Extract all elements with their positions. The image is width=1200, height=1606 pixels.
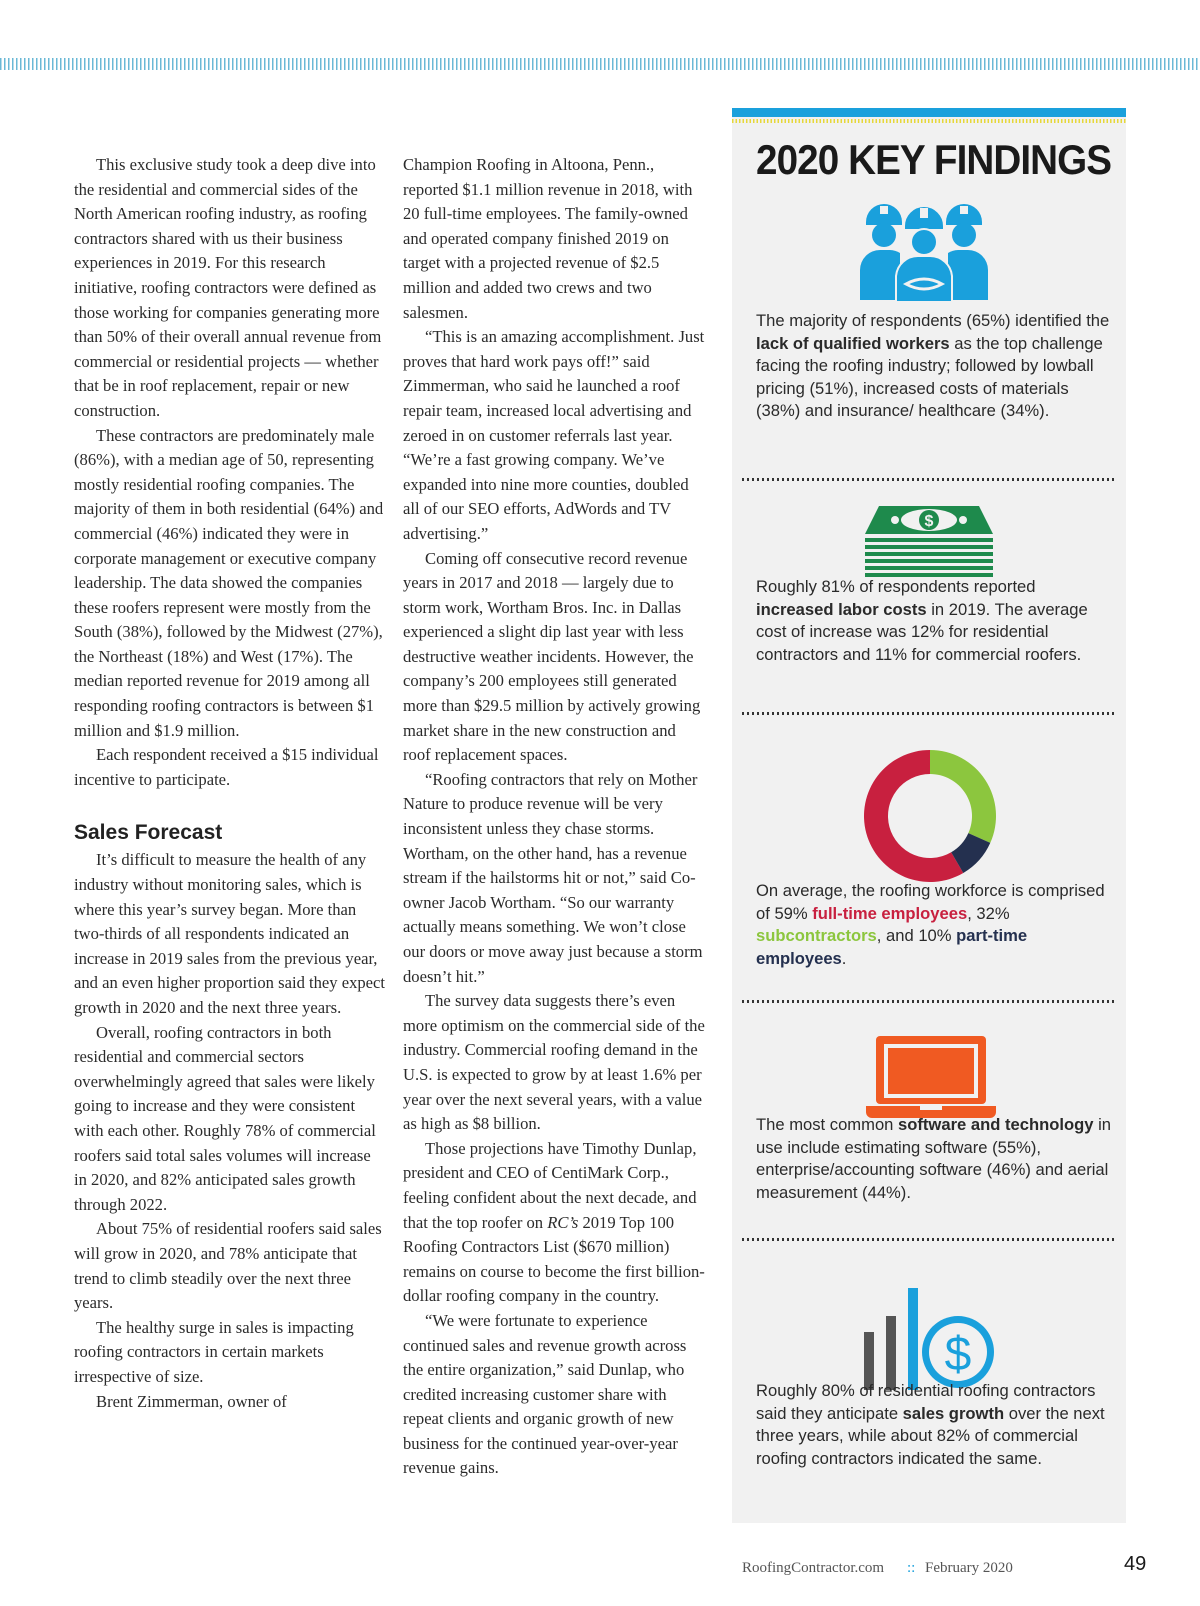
sidebar-title: 2020 KEY FINDINGS [756, 136, 1112, 183]
paragraph: Brent Zimmerman, owner of [96, 1391, 287, 1411]
finding-highlight: lack of qualified workers [756, 333, 950, 353]
sales-growth-icon [860, 1288, 1000, 1390]
footer-separator: :: [907, 1560, 916, 1576]
finding-labor-costs [756, 576, 1112, 666]
finding-workforce-composition [756, 880, 1112, 970]
paragraph: This exclusive study took a deep dive into the residential and commercial sides of the North American roofing industry, as roofing contractors shared with us their business experiences in 2019. For this research initiative, roofing contractors were defined as those working for companies generating more than 50% of their overall annual revenue from commercial or residential projects — whether that be in roof replacement, repair or new construction. [74, 155, 382, 420]
dollar-sign: $ [924, 513, 934, 530]
paragraph: “This is an amazing accomplishment. Just proves that hard work pays off!” said Zimmerman, who said he launched a roof repair team, increased local advertising and zeroed in on customer referrals last year. “We’re a fast growing company. We’ve expanded into nine more counties, doubled all of our SEO efforts, AdWords and TV advertising.” [403, 327, 705, 543]
finding-software-technology [756, 1114, 1112, 1204]
paragraph-text: 2019 Top 100 Roofing Contractors List ($670 million) remains on course to become the first billion-dollar roofing company in the country. [403, 1212, 705, 1306]
workers-icon [858, 204, 990, 304]
divider [742, 1238, 1114, 1241]
divider [742, 1000, 1114, 1003]
finding-highlight: increased labor costs [756, 599, 927, 619]
workforce-donut-chart [862, 748, 998, 884]
divider [742, 712, 1114, 715]
sidebar-dotted-rule [732, 119, 1126, 123]
sidebar-top-bar [732, 108, 1126, 117]
paragraph: The healthy surge in sales is impacting roofing contractors in certain markets irrespective of size. [74, 1317, 354, 1386]
top-decorative-rule [0, 58, 1200, 70]
divider [742, 478, 1114, 481]
legend-part-time: part-time employees [756, 926, 1028, 968]
article-column-1 [74, 153, 386, 1414]
article-column-2 [403, 153, 707, 1481]
finding-text: Roughly 81% of respondents reported [756, 577, 1036, 596]
finding-highlight: software and technology [898, 1115, 1094, 1134]
finding-text: in use include estimating software (55%), enterprise/accounting software (46%) and aerial measurement (44%). [756, 1115, 1112, 1202]
legend-full-time: full-time employees [812, 903, 968, 923]
money-stack-icon [865, 506, 993, 578]
paragraph: “We were fortunate to experience continued sales and revenue growth across the entire organization,” said Dunlap, who credited increasing customer share with repeat clients and organic growth of new business for the continued year-over-year revenue gains. [403, 1310, 687, 1478]
finding-highlight: sales growth [902, 1403, 1005, 1423]
legend-subcontractors: subcontractors [756, 926, 877, 945]
paragraph: These contractors are predominately male (86%), with a median age of 50, representing mostly residential roofing companies. The majority of them in both residential (64%) and commercial (46%) indicated they were in corporate management or executive company leadership. The data showed the companies these roofers represent were mostly from the South (38%), followed by the Midwest (27%), the Northeast (18%) and West (17%). The median reported revenue for 2019 among all responding roofing contractors is between $1 million and $1.9 million. [74, 425, 384, 740]
page-number: 49 [1124, 1553, 1147, 1575]
donut-slice-subcontractors [930, 750, 996, 843]
finding-sales-growth [756, 1380, 1112, 1470]
finding-text: , and 10% [876, 926, 957, 945]
paragraph [403, 1137, 707, 1309]
paragraph: The survey data suggests there’s even more optimism on the commercial side of the industry. Commercial roofing demand in the U.S. is expected to grow by at least 1.6% per year over the next several years, with a value as high as $8 billion. [403, 991, 705, 1134]
paragraph: Champion Roofing in Altoona, Penn., reported $1.1 million revenue in 2018, with 20 full-time employees. The family-owned and operated company finished 2019 on target with a projected revenue of $2.5 million and added two crews and two salesmen. [403, 155, 693, 322]
paragraph: About 75% of residential roofers said sales will grow in 2020, and 78% anticipate that trend to climb steadily over the next three years. [74, 1219, 382, 1313]
finding-text: in 2019. The average cost of increase was 12% for residential contractors and 11% for commercial roofers. [756, 599, 1088, 664]
paragraph: Overall, roofing contractors in both residential and commercial sectors overwhelmingly agreed that sales were likely going to increase and they were consistent with each other. Roughly 78% of commercial roofers said total sales volumes will increase in 2020, and 82% anticipated sales growth through 2022. [74, 1022, 376, 1214]
laptop-icon [866, 1036, 996, 1118]
footer-site: RoofingContractor.com [742, 1560, 885, 1576]
finding-workforce-challenge [756, 310, 1112, 423]
footer-date: February 2020 [925, 1560, 1013, 1576]
magazine-title: RC’s [547, 1212, 579, 1232]
paragraph: It’s difficult to measure the health of any industry without monitoring sales, which is where this year’s survey began. More than two-thirds of all respondents indicated an increase in 2019 sales from the previous year, and an even higher proportion said they expect growth in 2020 and the next three years. [74, 850, 386, 1017]
finding-text: On average, the roofing workforce is comprised of 59% [756, 881, 1105, 923]
paragraph: Each respondent received a $15 individual incentive to participate. [74, 745, 379, 789]
finding-text: The majority of respondents (65%) identified the [756, 311, 1110, 330]
finding-text: , 32% [967, 903, 1010, 923]
paragraph: Coming off consecutive record revenue years in 2017 and 2018 — largely due to storm work, Wortham Bros. Inc. in Dallas experienced a slight dip last year with less destructive weather incidents. However, the company’s 200 employees still generated more than $29.5 million by actively growing market share in the new construction and roof replacement spaces. [403, 548, 701, 765]
section-heading: Sales Forecast [74, 821, 223, 845]
finding-text: The most common [756, 1115, 899, 1134]
paragraph: “Roofing contractors that rely on Mother Nature to produce revenue will be very inconsistent unless they chase storms. Wortham, on the other hand, has a revenue stream if the hailstorms hit or not,” said Co-owner Jacob Wortham. “So our warranty actually means something. We won’t close our doors or move away just because a storm doesn’t hit.” [403, 769, 703, 986]
paragraph-text: Those projections have Timothy Dunlap, president and CEO of CentiMark Corp., feeling confident about the next decade, and that the top roofer on [403, 1138, 697, 1232]
finding-text: over the next three years, while about 82% of commercial roofing contractors indicated the same. [756, 1403, 1105, 1468]
finding-text: as the top challenge facing the roofing industry; followed by lowball pricing (51%), increased costs of materials (38%) and insurance/ healthcare (34%). [756, 333, 1103, 420]
finding-text: Roughly 80% of residential roofing contractors said they anticipate [756, 1381, 1096, 1423]
key-findings-sidebar [732, 108, 1126, 1523]
finding-text: . [841, 948, 847, 968]
dollar-sign: $ [944, 1328, 972, 1381]
